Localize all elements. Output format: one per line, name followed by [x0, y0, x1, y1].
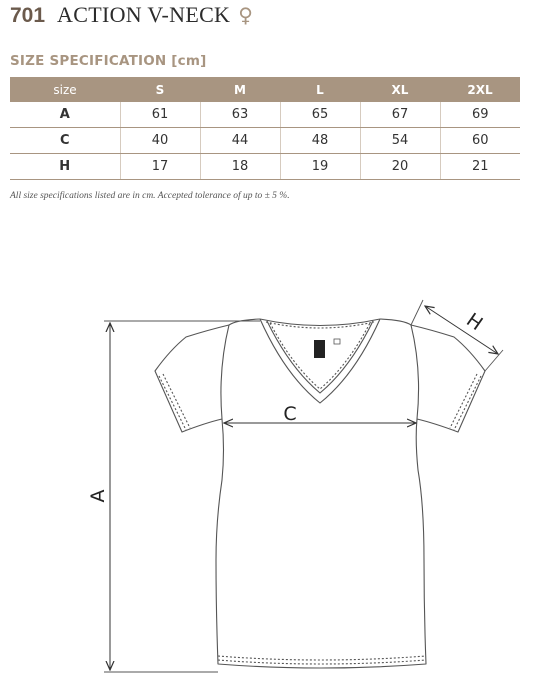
- header-cell-xl: XL: [360, 77, 440, 102]
- row-label: A: [10, 102, 120, 128]
- table-cell: 61: [120, 102, 200, 128]
- table-cell: 18: [200, 154, 280, 180]
- row-label: H: [10, 154, 120, 180]
- table-cell: 21: [440, 154, 520, 180]
- table-cell: 19: [280, 154, 360, 180]
- product-code: 701: [10, 4, 46, 27]
- header-cell-size: size: [10, 77, 120, 102]
- table-cell: 20: [360, 154, 440, 180]
- dimension-a: [87, 321, 260, 672]
- table-cell: 40: [120, 128, 200, 154]
- tshirt-outline: [155, 319, 485, 668]
- table-cell: 48: [280, 128, 360, 154]
- header-cell-l: L: [280, 77, 360, 102]
- row-label: C: [10, 128, 120, 154]
- table-cell: 63: [200, 102, 280, 128]
- header-cell-s: S: [120, 77, 200, 102]
- dimension-label-h: H: [462, 308, 487, 336]
- dimension-label-a: A: [87, 489, 109, 503]
- table-cell: 67: [360, 102, 440, 128]
- table-cell: 65: [280, 102, 360, 128]
- dimension-label-c: C: [283, 403, 297, 425]
- dimension-c: [224, 403, 416, 425]
- section-title: SIZE SPECIFICATION [cm]: [10, 53, 207, 69]
- table-cell: 69: [440, 102, 520, 128]
- brand-label-icon: [314, 340, 325, 358]
- product-name: ACTION V-NECK: [57, 2, 231, 27]
- table-cell: 17: [120, 154, 200, 180]
- tolerance-note: All size specifications listed are in cm. Accepted tolerance of up to ± 5 %.: [10, 191, 290, 201]
- table-cell: 60: [440, 128, 520, 154]
- header-cell-2xl: 2XL: [440, 77, 520, 102]
- dimension-h: [411, 300, 503, 371]
- size-tag-icon: [334, 339, 340, 344]
- table-cell: 54: [360, 128, 440, 154]
- table-cell: 44: [200, 128, 280, 154]
- header-cell-m: M: [200, 77, 280, 102]
- female-symbol-icon: ♀: [238, 3, 253, 27]
